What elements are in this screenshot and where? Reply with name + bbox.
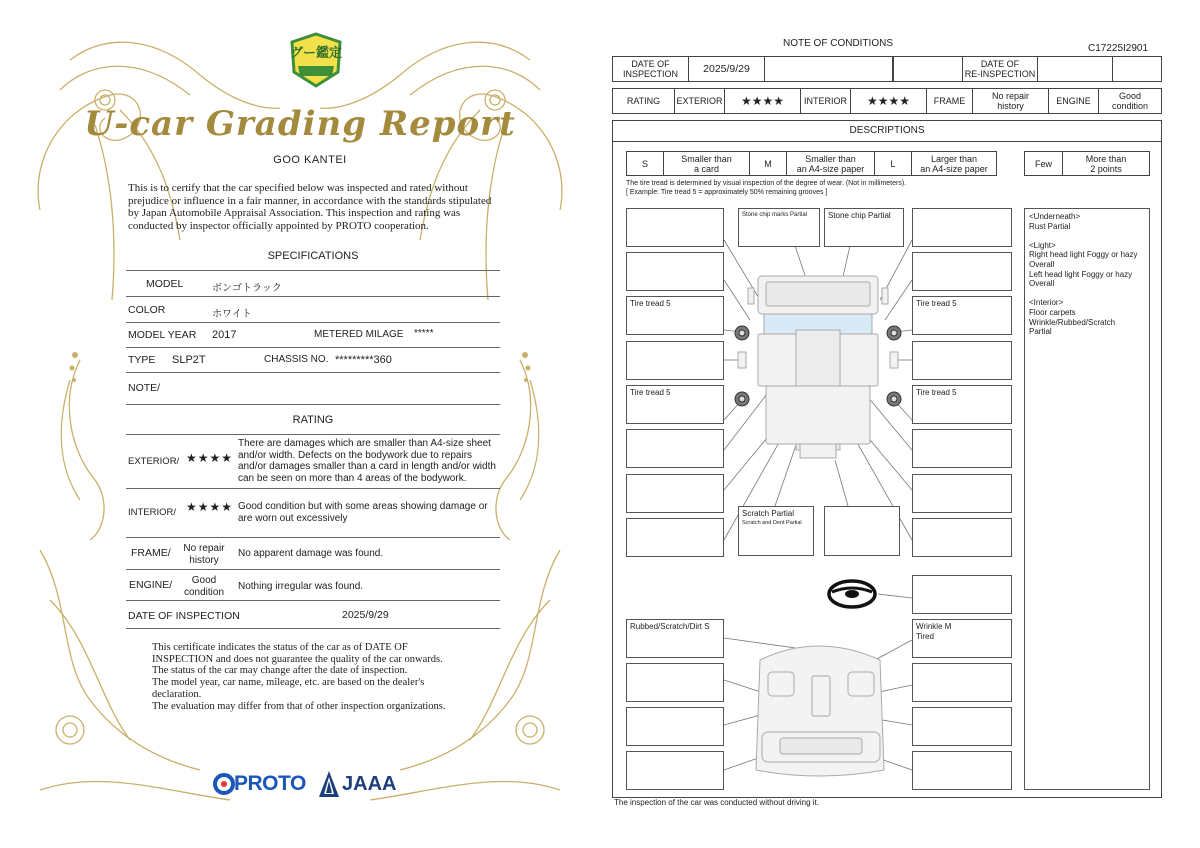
divider xyxy=(126,296,500,297)
reinspection-label-line1: DATE OF xyxy=(980,59,1020,69)
divider xyxy=(126,600,500,601)
divider xyxy=(126,537,500,538)
note-box xyxy=(626,208,724,247)
date-of-inspection-label: DATE OF INSPECTION xyxy=(128,610,240,622)
note-box xyxy=(626,474,724,513)
model-label: MODEL xyxy=(146,278,184,290)
legend-l-desc-line2: an A4-size paper xyxy=(920,163,988,174)
certificate-title: U-car Grading Report xyxy=(84,104,516,144)
exterior-description: There are damages which are smaller than A4-size sheet and/or width. Defects on the bodywork due to repairs and/or damages smaller than a card in length and/or width can be seen on more than 4 areas of the bodywork. xyxy=(238,438,496,484)
exterior-stars: ★★★★ xyxy=(725,89,801,113)
proto-mark-icon xyxy=(212,772,236,796)
engine-value-line1: Good xyxy=(191,575,217,586)
jaaa-logo xyxy=(318,770,398,798)
note-box xyxy=(912,751,1012,790)
scratch-note-line1: Scratch Partial xyxy=(742,509,795,518)
milage-value: ***** xyxy=(414,328,434,339)
jaaa-mark-icon xyxy=(318,770,340,798)
exterior-label: EXTERIOR/ xyxy=(128,456,180,467)
side-note-line: Left head light Foggy or hazy xyxy=(1029,269,1133,279)
scratch-note-line2: Scratch and Dent Partial xyxy=(742,519,802,526)
descriptions-heading: DESCRIPTIONS xyxy=(612,120,1162,142)
side-notes-panel xyxy=(1024,208,1150,790)
side-note-line: Partial xyxy=(1029,327,1052,337)
footer-line: The evaluation may differ from that of other inspection organizations. xyxy=(152,700,446,712)
note-label: NOTE/ xyxy=(128,382,161,394)
side-note-line: Overall xyxy=(1029,259,1055,269)
frame-label: FRAME/ xyxy=(131,547,171,559)
legend-m-desc-line2: an A4-size paper xyxy=(796,163,865,174)
divider xyxy=(126,372,500,373)
legend-s-desc-line1: Smaller than xyxy=(681,153,732,164)
proto-logo-text: PROTO xyxy=(234,772,306,795)
side-note-line: Right head light Foggy or hazy xyxy=(1029,250,1138,260)
legend-l: L xyxy=(875,152,912,175)
date-of-inspection-value: 2025/9/29 xyxy=(342,609,389,621)
date-label-line2: INSPECTION xyxy=(622,69,678,79)
frame-description: No apparent damage was found. xyxy=(238,548,384,559)
note-box-rubbed: Rubbed/Scratch/Dirt S xyxy=(626,619,724,658)
note-of-conditions xyxy=(600,0,1200,848)
date-label-line1: DATE OF xyxy=(631,59,670,69)
divider xyxy=(126,322,500,323)
jaaa-logo-text: JAAA xyxy=(342,773,397,795)
side-note-line: Rust Partial xyxy=(1029,221,1071,231)
note-box-scratch xyxy=(738,506,814,556)
goo-kantei-badge xyxy=(288,32,344,88)
engine-label: ENGINE xyxy=(1049,89,1099,113)
engine-value-line1: Good xyxy=(1118,91,1142,101)
report-code: C17225I2901 xyxy=(1088,43,1149,54)
note-box-stone-chip-marks: Stone chip marks Partial xyxy=(738,208,820,247)
legend-s-desc-line2: a card xyxy=(693,163,719,174)
frame-value-line2: history xyxy=(189,554,219,566)
side-note-line xyxy=(1029,231,1145,241)
model-year-label: MODEL YEAR xyxy=(128,329,197,341)
chassis-label: CHASSIS NO. xyxy=(264,354,329,365)
footer-line: The model year, car name, mileage, etc. are based on the dealer's xyxy=(152,677,425,689)
frame-value-line1: No repair xyxy=(183,543,225,554)
legend-s: S xyxy=(627,152,664,175)
divider xyxy=(126,434,500,435)
wrinkle-note-line2: Tired xyxy=(916,631,934,641)
interior-diagram xyxy=(756,646,884,776)
model-year-value: 2017 xyxy=(212,329,237,341)
note-box xyxy=(912,429,1012,468)
interior-label: INTERIOR xyxy=(801,89,851,113)
certificate-intro: This is to certify that the car specified below was inspected and rated without prejudice or influence in a fair manner, in accordance with the standards stipulated by Japan Automobile Appraisal Association. This inspection and rating was conducted by inspector officially appointed by PROTO cooperation. xyxy=(128,182,492,232)
legend-l-desc-line1: Larger than xyxy=(930,153,978,164)
interior-label: INTERIOR/ xyxy=(128,507,177,518)
frame-value-line2: history xyxy=(997,101,1024,111)
side-note-line: <Light> xyxy=(1029,240,1056,250)
milage-label: METERED MILAGE xyxy=(314,329,404,340)
footer-line: This certificate indicates the status of the car as of DATE OF xyxy=(152,642,408,653)
certificate-subtitle: GOO KANTEI xyxy=(273,154,347,166)
specs-heading: SPECIFICATIONS xyxy=(267,250,359,262)
legend-few-desc-line2: 2 points xyxy=(1090,163,1122,174)
chassis-value: *********360 xyxy=(335,354,392,366)
tire-example: [ Example: Tire tread 5 = approximately 50% remaining grooves ] xyxy=(626,189,828,196)
conditions-footer: The inspection of the car was conducted without driving it. xyxy=(614,798,819,807)
note-box xyxy=(912,518,1012,557)
divider xyxy=(126,569,500,570)
side-note-line: Floor carpets xyxy=(1029,307,1076,317)
frame-value-line1: No repair xyxy=(991,91,1029,101)
note-box-wrinkle xyxy=(912,619,1012,658)
frame-value xyxy=(176,543,232,566)
side-note-line xyxy=(1029,289,1145,299)
legend-few-desc-line1: More than xyxy=(1085,153,1127,164)
side-note-line: Wrinkle/Rubbed/Scratch xyxy=(1029,317,1116,327)
rating-label: RATING xyxy=(613,89,675,113)
note-box-tire-front-right: Tire tread 5 xyxy=(912,296,1012,335)
engine-value xyxy=(176,575,232,598)
tire-note: The tire tread is determined by visual inspection of the degree of wear. (Not in millimeters). xyxy=(626,180,907,187)
engine-label: ENGINE/ xyxy=(129,579,173,591)
divider xyxy=(126,488,500,489)
wrinkle-note-line1: Wrinkle M xyxy=(916,622,952,631)
color-value: ホワイト xyxy=(212,309,252,320)
steering-wheel-icon xyxy=(829,581,875,607)
note-box xyxy=(912,474,1012,513)
note-box xyxy=(626,429,724,468)
note-box-tire-rear-right: Tire tread 5 xyxy=(912,385,1012,424)
note-box xyxy=(912,663,1012,702)
note-box xyxy=(912,252,1012,291)
engine-description: Nothing irregular was found. xyxy=(238,581,364,592)
legend-few: Few xyxy=(1025,152,1063,175)
interior-stars: ★★★★ xyxy=(851,89,927,113)
type-label: TYPE xyxy=(128,354,156,366)
note-box-tire-rear-left: Tire tread 5 xyxy=(626,385,724,424)
note-box-tire-front-left: Tire tread 5 xyxy=(626,296,724,335)
side-note-line: Overall xyxy=(1029,279,1055,289)
conditions-title: NOTE OF CONDITIONS xyxy=(783,38,893,49)
footer-line: The status of the car may change after the date of inspection. xyxy=(152,665,408,677)
certificate-footer xyxy=(152,642,482,712)
frame-label: FRAME xyxy=(927,89,973,113)
note-box xyxy=(626,341,724,380)
note-box-stone-chip: Stone chip Partial xyxy=(824,208,904,247)
legend-m-desc-line1: Smaller than xyxy=(805,153,856,164)
divider xyxy=(126,270,500,271)
interior-stars: ★★★★ xyxy=(186,500,234,514)
note-box xyxy=(626,252,724,291)
rating-heading: RATING xyxy=(292,414,334,426)
proto-logo xyxy=(212,770,312,798)
engine-value-line2: condition xyxy=(1111,101,1149,111)
note-box xyxy=(626,751,724,790)
note-box xyxy=(626,707,724,746)
divider xyxy=(126,628,500,629)
note-box xyxy=(626,518,724,557)
note-box xyxy=(626,663,724,702)
footer-line: INSPECTION and does not guarantee the quality of the car onwards. xyxy=(152,653,443,665)
badge-text: グー鑑定 xyxy=(289,46,342,61)
note-box xyxy=(912,208,1012,247)
reinspection-label-line2: RE-INSPECTION xyxy=(964,69,1036,79)
side-note-line: <Underneath> xyxy=(1029,212,1081,221)
divider xyxy=(126,347,500,348)
note-box xyxy=(824,506,900,556)
footer-line: declaration. xyxy=(152,688,202,700)
legend-m: M xyxy=(750,152,787,175)
divider xyxy=(126,404,500,405)
model-value: ボンゴトラック xyxy=(212,283,282,294)
exterior-stars: ★★★★ xyxy=(186,451,234,465)
note-box xyxy=(912,575,1012,614)
note-box xyxy=(912,341,1012,380)
date-value: 2025/9/29 xyxy=(689,57,765,81)
exterior-label: EXTERIOR xyxy=(675,89,725,113)
type-value: SLP2T xyxy=(172,354,206,366)
engine-value-line2: condition xyxy=(183,586,225,598)
interior-description: Good condition but with some areas showing damage or are worn out excessively xyxy=(238,501,488,524)
note-box xyxy=(912,707,1012,746)
side-note-line: <Interior> xyxy=(1029,298,1064,308)
color-label: COLOR xyxy=(128,304,166,316)
